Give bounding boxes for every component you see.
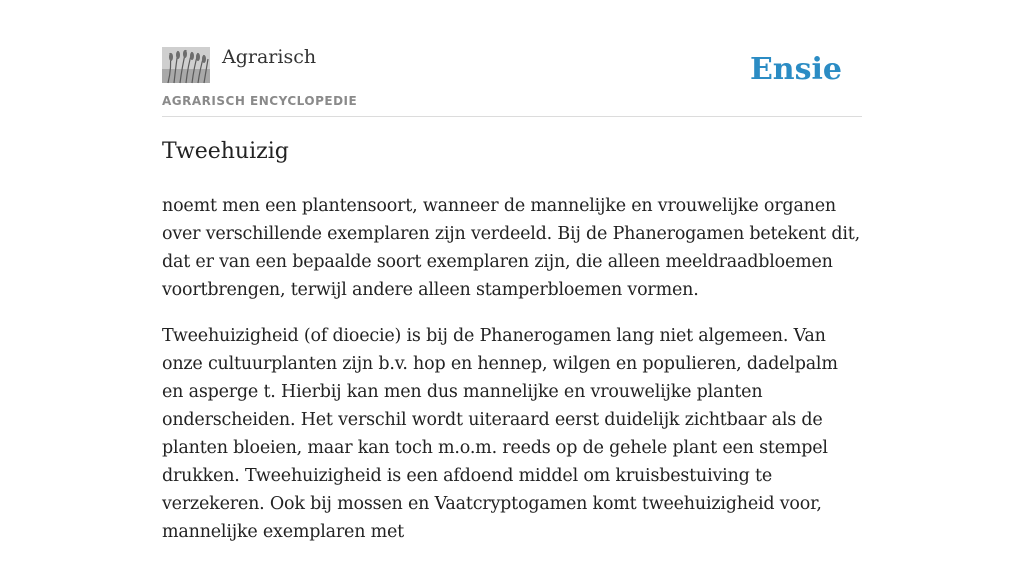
ensie-logo-link[interactable]: Ensie [749, 52, 842, 87]
article-paragraph: noemt men een plantensoort, wanneer de mannelijke en vrouwelijke organen over verschillende exemplaren zijn verdeeld. Bij de Phanerogamen betekent dit, dat er van een bepaalde soort exemplaren zijn, die alleen meeldraadbloemen voortbrengen, terwijl andere alleen stamperbloemen vormen. [162, 196, 860, 300]
article-body [162, 192, 862, 564]
source-subtitle: AGRARISCH ENCYCLOPEDIE [162, 94, 358, 108]
page-title: Tweehuizig [162, 139, 289, 164]
source-name[interactable]: Agrarisch [222, 46, 317, 68]
source-header [162, 42, 862, 117]
wheat-icon[interactable] [162, 47, 210, 83]
article-paragraph: Tweehuizigheid (of dioecie) is bij de Phanerogamen lang niet algemeen. Van onze cultuurplanten zijn b.v. hop en hennep, wilgen en populieren, dadelpalm en asperge t. Hierbij kan men dus mannelijke en vrouwelijke planten onderscheiden. Het verschil wordt uiteraard eerst duidelijk zichtbaar als de planten bloeien, maar kan toch m.o.m. reeds op de gehele plant een stempel drukken. Tweehuizigheid is een afdoend middel om kruisbestuiving te verzekeren. Ook bij mossen en Vaatcryptogamen komt tweehuizigheid voor, mannelijke exemplaren met [162, 326, 838, 542]
